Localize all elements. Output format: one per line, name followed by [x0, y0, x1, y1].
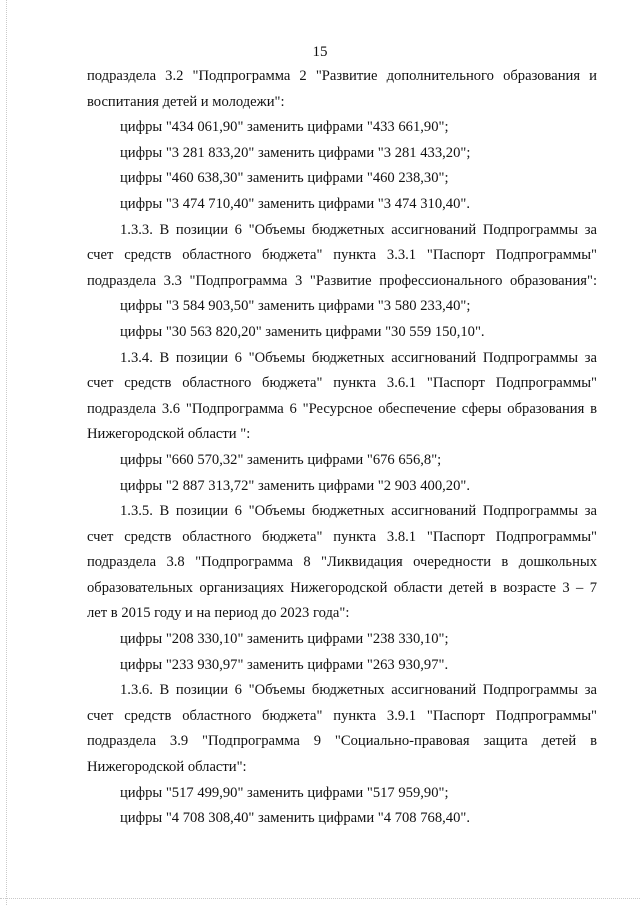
text-line: счет средств областного бюджета" пункта 3.6.1 "Паспорт Подпрограммы" [87, 375, 597, 392]
page-number: 15 [312, 44, 328, 60]
text-line: подраздела 3.9 "Подпрограмма 9 "Социально-правовая защита детей в [87, 733, 597, 750]
text-line: 1.3.3. В позиции 6 "Объемы бюджетных ассигнований Подпрограммы за [120, 221, 597, 238]
text-line: цифры "660 570,32" заменить цифрами "676 656,8"; [120, 451, 442, 468]
text-line: лет в 2015 году и на период до 2023 года": [87, 605, 350, 622]
text-line: цифры "3 474 710,40" заменить цифрами "3 474 310,40". [120, 195, 470, 212]
text-line: воспитания детей и молодежи": [87, 93, 285, 110]
text-line: цифры "208 330,10" заменить цифрами "238 330,10"; [120, 631, 449, 648]
text-line: счет средств областного бюджета" пункта 3.9.1 "Паспорт Подпрограммы" [87, 707, 597, 724]
text-line: 1.3.6. В позиции 6 "Объемы бюджетных ассигнований Подпрограммы за [120, 682, 597, 699]
text-line: подраздела 3.3 "Подпрограмма 3 "Развитие профессионального образования": [87, 272, 597, 289]
scan-left-edge [6, 0, 7, 905]
text-line: цифры "460 638,30" заменить цифрами "460 238,30"; [120, 170, 449, 187]
text-line: счет средств областного бюджета" пункта 3.8.1 "Паспорт Подпрограммы" [87, 528, 597, 545]
text-line: подраздела 3.6 "Подпрограмма 6 "Ресурсное обеспечение сферы образования в [87, 400, 597, 417]
text-line: цифры "2 887 313,72" заменить цифрами "2 903 400,20". [120, 477, 470, 494]
text-line: подраздела 3.2 "Подпрограмма 2 "Развитие дополнительного образования и [87, 68, 597, 84]
text-line: 1.3.5. В позиции 6 "Объемы бюджетных ассигнований Подпрограммы за [120, 503, 597, 520]
text-line: Нижегородской области ": [87, 426, 251, 443]
text-line: цифры "233 930,97" заменить цифрами "263 930,97". [120, 656, 449, 673]
text-line: цифры "30 563 820,20" заменить цифрами "30 559 150,10". [120, 323, 485, 340]
text-line: цифры "3 584 903,50" заменить цифрами "3 580 233,40"; [120, 298, 471, 315]
text-line: подраздела 3.8 "Подпрограмма 8 "Ликвидация очередности в дошкольных [87, 554, 597, 571]
text-line: счет средств областного бюджета" пункта 3.3.1 "Паспорт Подпрограммы" [87, 247, 597, 264]
text-line: цифры "517 499,90" заменить цифрами "517 959,90"; [120, 784, 449, 801]
document-body [87, 64, 597, 832]
text-line: цифры "3 281 833,20" заменить цифрами "3 281 433,20"; [120, 144, 471, 161]
text-line: цифры "4 708 308,40" заменить цифрами "4 708 768,40". [120, 810, 470, 827]
text-line: Нижегородской области": [87, 759, 247, 776]
text-line: образовательных организациях Нижегородской области детей в возрасте 3 – 7 [87, 579, 597, 596]
text-line: цифры "434 061,90" заменить цифрами "433 661,90"; [120, 119, 449, 136]
scan-bottom-edge [0, 898, 640, 899]
text-line: 1.3.4. В позиции 6 "Объемы бюджетных ассигнований Подпрограммы за [120, 349, 597, 366]
